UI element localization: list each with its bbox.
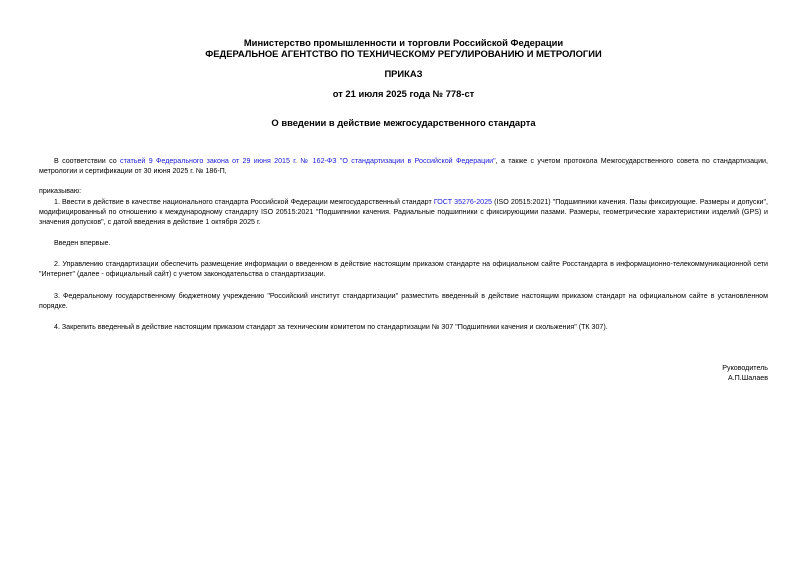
item-2-paragraph: 2. Управлению стандартизации обеспечить размещение информации о введенном в действие настоящим приказом стандарте на официальном сайте Росстандарта в информационно-телекоммуникационной сети "Интернет" (далее - официальный сайт) с учетом законодательства о стандартизации. <box>39 260 768 279</box>
item-3-paragraph: 3. Федеральному государственному бюджетному учреждению "Российский институт стандартизации" разместить введенный в действие настоящим приказом стандарт на официальном сайте в установленном порядке. <box>39 292 768 311</box>
ministry-name: Министерство промышленности и торговли Российской Федерации <box>243 37 564 48</box>
intro-suffix: , а также с учетом протокола Межгосударственного совета по стандартизации, метрологии и сертификации от 30 июня 2025 г. № 186-П, <box>39 157 768 176</box>
gost-link[interactable]: ГОСТ 35276-2025 <box>433 198 493 206</box>
item-1-prefix: 1. Ввести в действие в качестве национального стандарта Российской Федерации межгосударственный стандарт <box>54 198 434 206</box>
introduced-first-note: Введен впервые. <box>54 239 111 247</box>
item-1-suffix: (ISO 20515:2021) "Подшипники качения. Пазы фиксирующие. Размеры и допуски", модифицированный по отношению к международному стандарту ISO 20515:2021 "Подшипники качения. Радиальные подшипники с фиксирующими пазами. Размеры, геометрические характеристики изделий (GPS) и значения допусков", с датой введения в действие 1 октября 2025 г. <box>39 198 768 227</box>
document-type: ПРИКАЗ <box>384 68 423 79</box>
item-4-paragraph: 4. Закрепить введенный в действие настоящим приказом стандарт за техническим комитетом по стандартизации № 307 "Подшипники качения и скольжения" (ТК 307). <box>54 323 608 331</box>
intro-prefix: В соответствии со <box>54 157 121 165</box>
document-subject: О введении в действие межгосударственного стандарта <box>271 117 536 128</box>
order-statement: приказываю: <box>39 187 82 195</box>
signatory-title: Руководитель <box>722 364 768 372</box>
document-date-number: от 21 июля 2025 года № 778-ст <box>332 88 475 99</box>
intro-paragraph <box>39 156 768 176</box>
agency-name: ФЕДЕРАЛЬНОЕ АГЕНТСТВО ПО ТЕХНИЧЕСКОМУ РЕГУЛИРОВАНИЮ И МЕТРОЛОГИИ <box>205 48 602 59</box>
federal-law-link[interactable]: статьей 9 Федерального закона от 29 июня 2015 г. № 162-ФЗ "О стандартизации в Российской Федерации" <box>120 157 496 165</box>
item-1-paragraph <box>39 197 768 228</box>
signatory-name: А.П.Шалаев <box>727 374 768 382</box>
